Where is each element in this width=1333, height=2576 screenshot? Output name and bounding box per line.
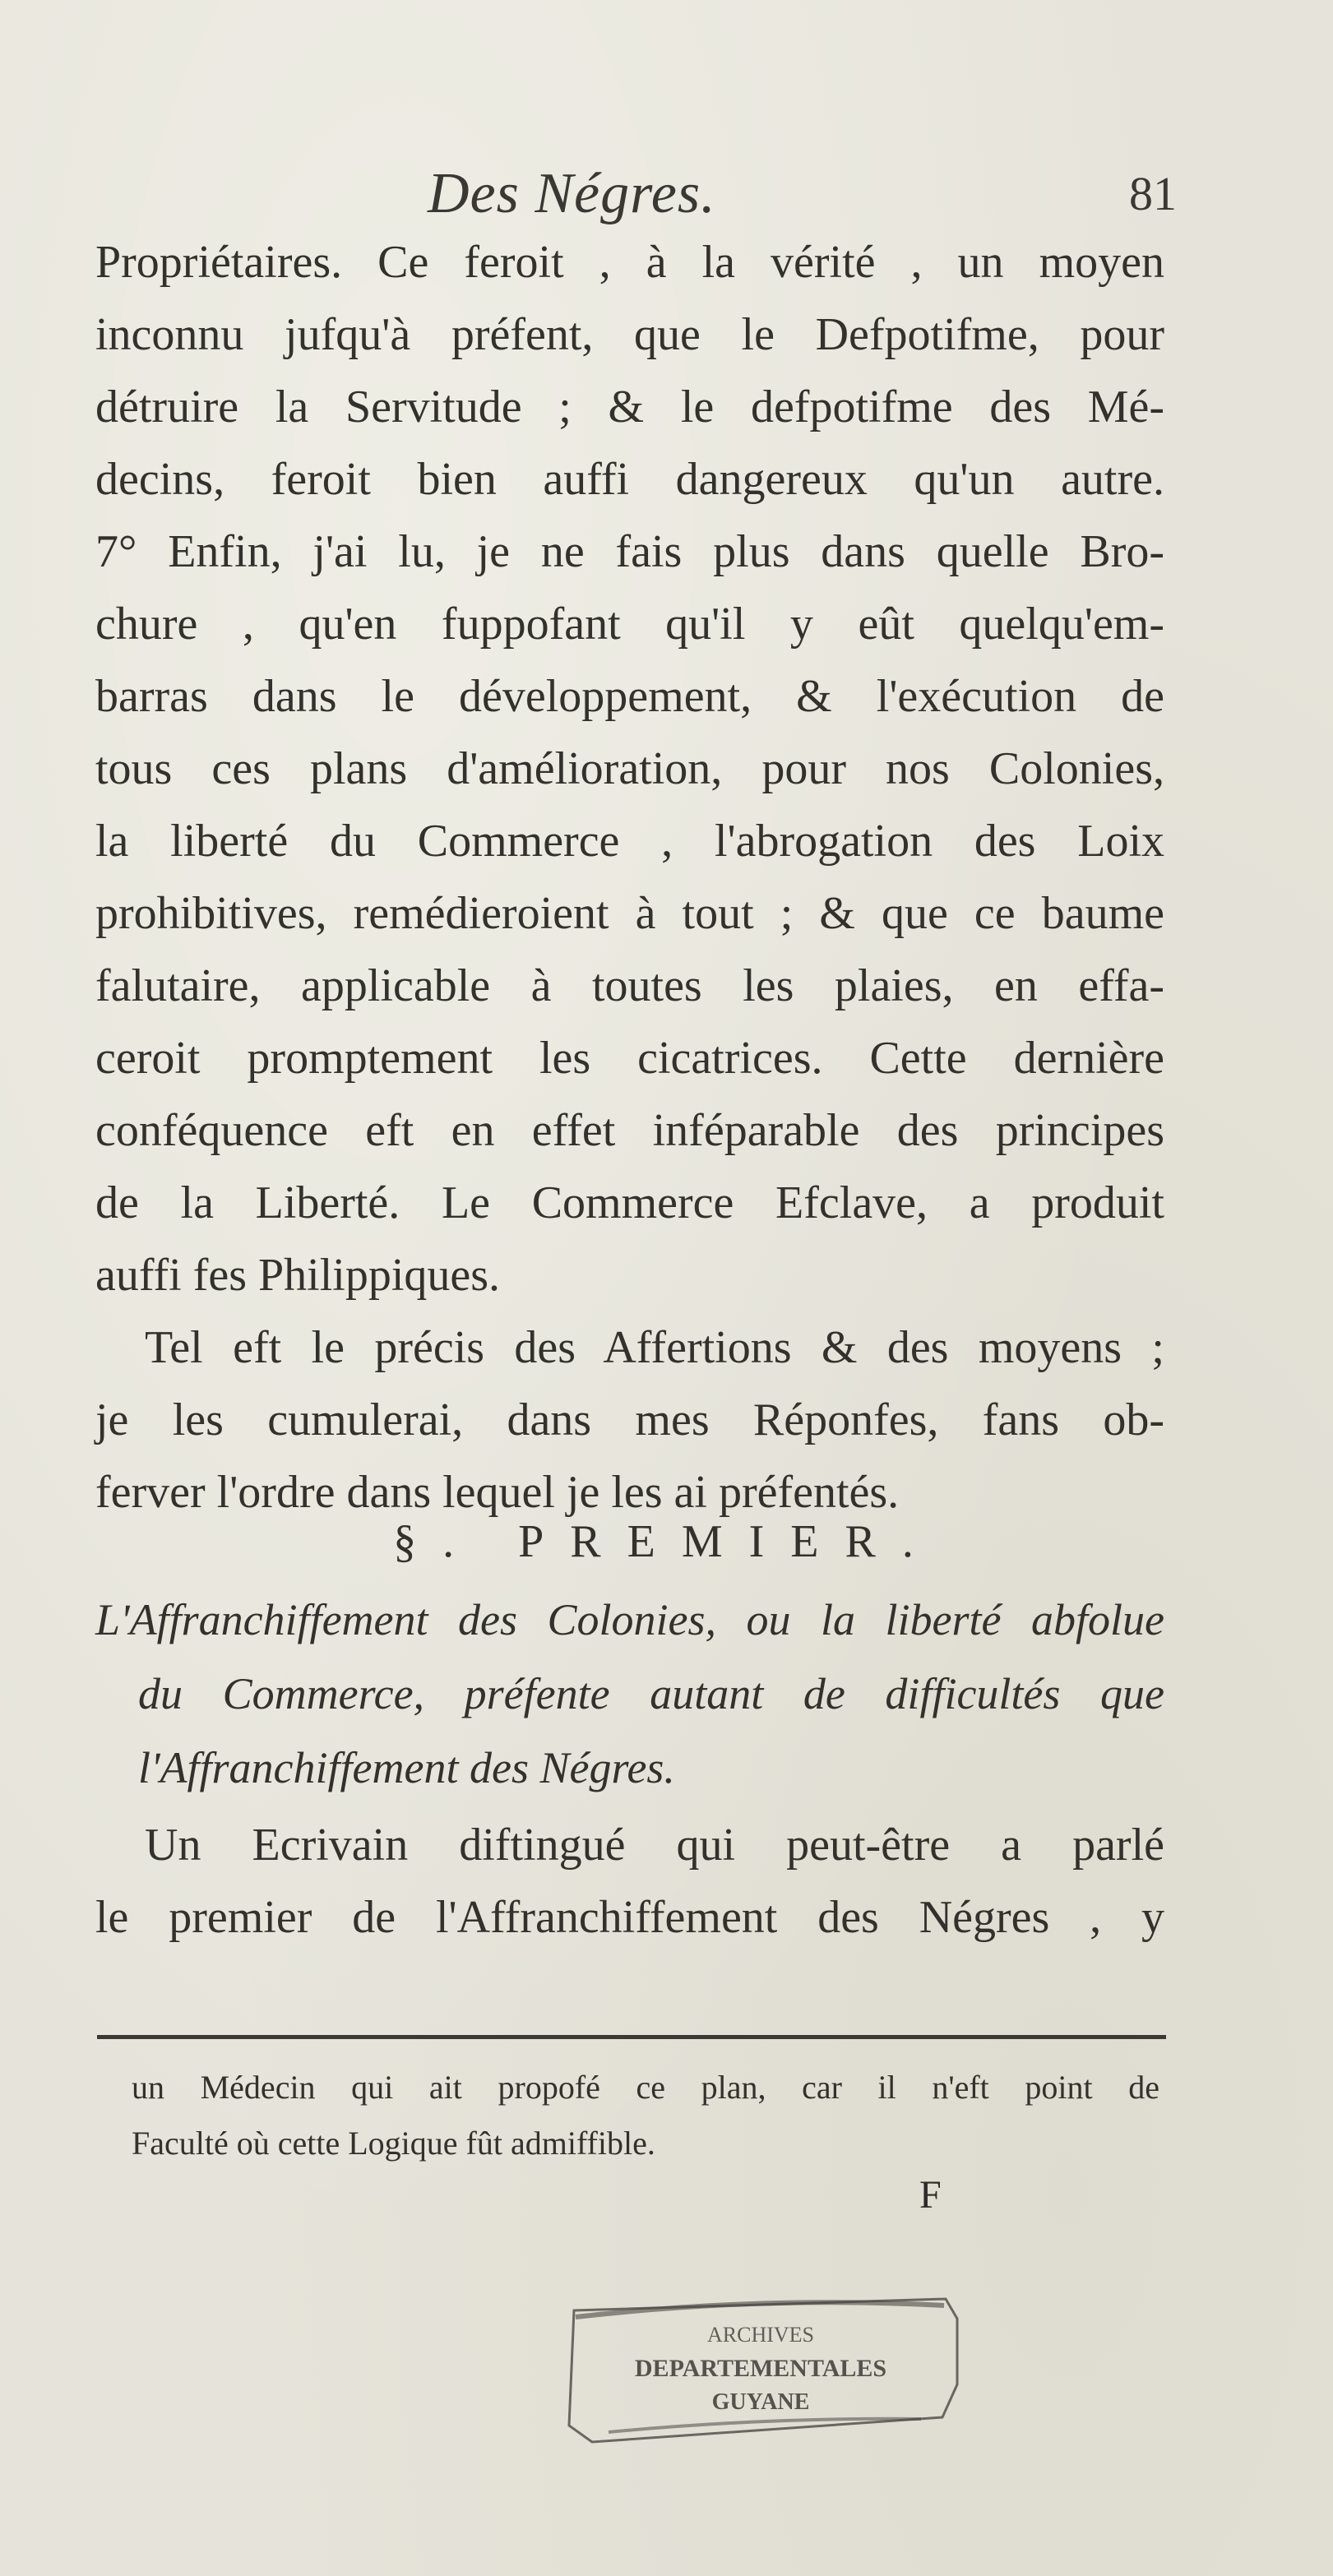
page-number: 81 <box>1129 167 1177 220</box>
summary-line: l'Affranchiffement des Négres. <box>138 1743 675 1792</box>
text-line: falutaire, applicable à toutes les plaies, en effa- <box>95 960 1164 1011</box>
footnote-line: un Médecin qui ait propofé ce plan, car il n'eft point de <box>132 2069 1159 2106</box>
text-line: auffi fes Philippiques. <box>95 1250 501 1301</box>
text-line: Propriétaires. Ce feroit , à la vérité , un moyen <box>95 237 1164 288</box>
paragraph-3 <box>95 1809 1164 1954</box>
stamp-line: GUYANE <box>711 2389 810 2415</box>
section-heading: §. PREMIER. <box>393 1516 940 1567</box>
running-title: Des Négres. <box>428 162 716 225</box>
section-summary <box>95 1583 1164 1805</box>
text-line: tous ces plans d'amélioration, pour nos Colonies, <box>95 743 1164 794</box>
text-line: détruire la Servitude ; & le defpotifme des Mé- <box>95 382 1164 432</box>
text-line: barras dans le développement, & l'exécution de <box>95 671 1164 722</box>
summary-line: du Commerce, préfente autant de difficultés que <box>138 1669 1164 1718</box>
text-line: Un Ecrivain diftingué qui peut-être a parlé <box>145 1820 1164 1871</box>
text-line: la liberté du Commerce , l'abrogation des Loix <box>95 816 1164 867</box>
text-line: Tel eft le précis des Affertions & des moyens ; <box>145 1322 1164 1373</box>
footnote-rule <box>97 2035 1166 2039</box>
text-line: conféquence eft en effet inféparable des principes <box>95 1105 1164 1156</box>
text-line: de la Liberté. Le Commerce Efclave, a produit <box>95 1177 1164 1228</box>
text-line: ferver l'ordre dans lequel je les ai préfentés. <box>95 1467 900 1518</box>
footnote-line: Faculté où cette Logique fût admiffible. <box>132 2125 655 2162</box>
paragraph-1 <box>95 226 1164 1528</box>
text-line: le premier de l'Affranchiffement des Négres , y <box>95 1892 1164 1943</box>
text-line: 7° Enfin, j'ai lu, je ne fais plus dans quelle Bro- <box>95 526 1164 577</box>
text-line: je les cumulerai, dans mes Réponfes, fans ob- <box>95 1394 1164 1445</box>
text-line: ceroit promptement les cicatrices. Cette dernière <box>95 1033 1164 1084</box>
text-line: chure , qu'en fuppofant qu'il y eût quelqu'em- <box>95 599 1164 650</box>
text-line: prohibitives, remédieroient à tout ; & que ce baume <box>95 888 1164 939</box>
stamp-line: DEPARTEMENTALES <box>634 2355 887 2382</box>
archive-stamp <box>559 2294 962 2450</box>
summary-line: L'Affranchiffement des Colonies, ou la liberté abfolue <box>95 1595 1164 1644</box>
stamp-line: ARCHIVES <box>706 2323 815 2347</box>
text-line: inconnu jufqu'à préfent, que le Defpotifme, pour <box>95 309 1164 360</box>
text-line: decins, feroit bien auffi dangereux qu'un autre. <box>95 454 1164 505</box>
footnote <box>132 2060 1159 2171</box>
page-header <box>0 161 1333 227</box>
signature-mark: F <box>919 2173 942 2217</box>
